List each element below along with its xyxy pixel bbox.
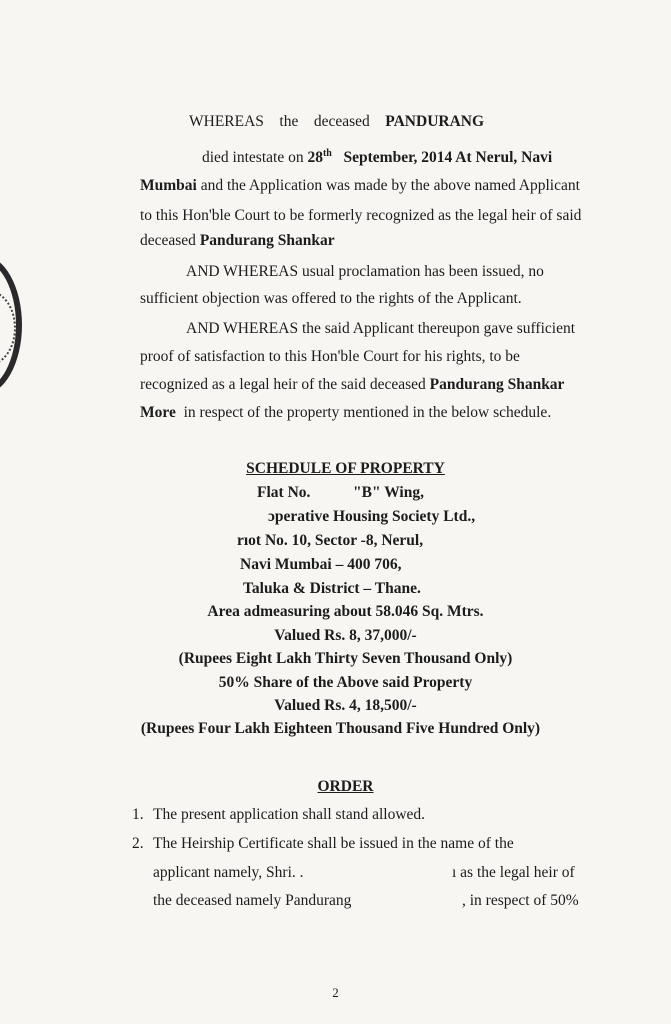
para1-line5: deceased Pandurang Shankar [140, 232, 335, 249]
schedule-flat: Flat No. "B" Wing, [257, 484, 424, 501]
order-item2-line2a: applicant namely, Shri. . [153, 864, 304, 881]
order-heading: ORDER [317, 778, 374, 795]
schedule-city: Navi Mumbai – 400 706, [240, 556, 402, 573]
schedule-society: ɔperative Housing Society Ltd., [268, 508, 476, 525]
para3-line3: recognized as a legal heir of the said deceased Pandurang Shankar [140, 376, 565, 393]
schedule-area: Area admeasuring about 58.046 Sq. Mtrs. [207, 603, 484, 620]
schedule-heading: SCHEDULE OF PROPERTY [246, 460, 445, 477]
schedule-taluka: Taluka & District – Thane. [243, 580, 421, 597]
para1-line3: Mumbai and the Application was made by the above named Applicant [140, 177, 580, 194]
order-item2-line2b: ı as the legal heir of [452, 864, 575, 881]
order-item2-line3b: , in respect of 50% [462, 892, 579, 909]
schedule-share: 50% Share of the Above said Property [218, 674, 473, 691]
para1-line1: WHEREAS the deceased PANDURANG [189, 113, 485, 130]
page-number: 2 [332, 985, 339, 1000]
order-item1: The present application shall stand allowed. [153, 806, 426, 823]
para3-line4: More in respect of the property mentioned in the below schedule. [140, 404, 552, 421]
para3-line2: proof of satisfaction to this Hon'ble Court for his rights, to be [140, 348, 520, 365]
schedule-valued1: Valued Rs. 8, 37,000/- [274, 627, 417, 644]
para1-line4: to this Hon'ble Court to be formerly recognized as the legal heir of said [140, 207, 582, 224]
para2-line1: AND WHEREAS usual proclamation has been issued, no [186, 263, 544, 280]
order-item2-line3a: the deceased namely Pandurang [153, 892, 352, 909]
para3-line1: AND WHEREAS the said Applicant thereupon gave sufficient [186, 320, 575, 337]
order-item2-number: 2. [132, 835, 144, 852]
para2-line2: sufficient objection was offered to the rights of the Applicant. [140, 290, 522, 307]
schedule-words2: (Rupees Four Lakh Eighteen Thousand Five Hundred Only) [140, 720, 541, 737]
order-item1-number: 1. [132, 806, 144, 823]
schedule-words1: (Rupees Eight Lakh Thirty Seven Thousand Only) [178, 650, 513, 667]
schedule-valued2: Valued Rs. 4, 18,500/- [274, 697, 417, 714]
para1-line2: died intestate on 28th September, 2014 At Nerul, Navi [202, 148, 553, 167]
order-item2-line1: The Heirship Certificate shall be issued in the name of the [153, 835, 514, 852]
schedule-plot: rıot No. 10, Sector -8, Nerul, [237, 532, 424, 549]
